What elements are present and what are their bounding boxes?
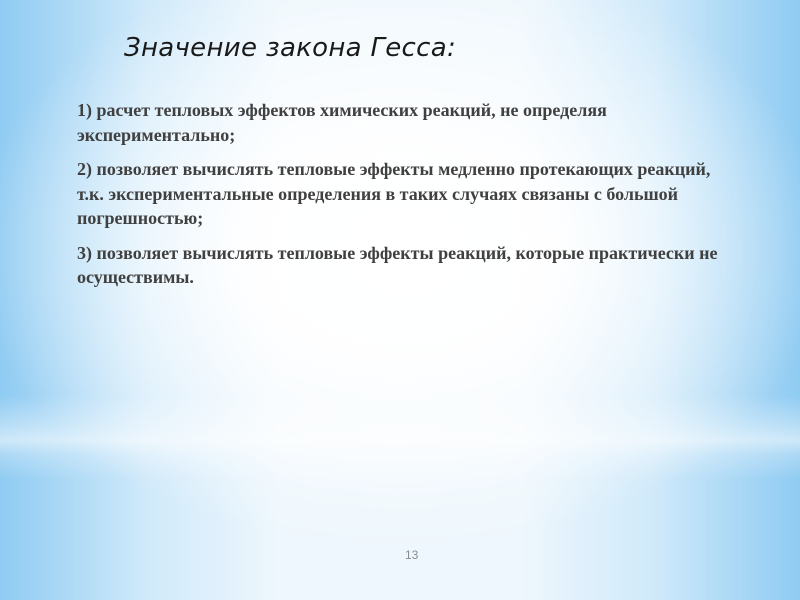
slide-title: Значение закона Гесса: <box>124 33 457 63</box>
slide-number: 13 <box>405 548 419 562</box>
list-item: 2) позволяет вычислять тепловые эффекты медленно протекающих реакций, т.к. экспериментальные определения в таких случаях связаны с большой погрешностью; <box>77 159 711 228</box>
content-list <box>77 98 737 300</box>
list-item: 1) расчет тепловых эффектов химических реакций, не определяя экспериментально; <box>77 100 607 145</box>
list-item: 3) позволяет вычислять тепловые эффекты реакций, которые практически не осуществимы. <box>77 242 718 287</box>
